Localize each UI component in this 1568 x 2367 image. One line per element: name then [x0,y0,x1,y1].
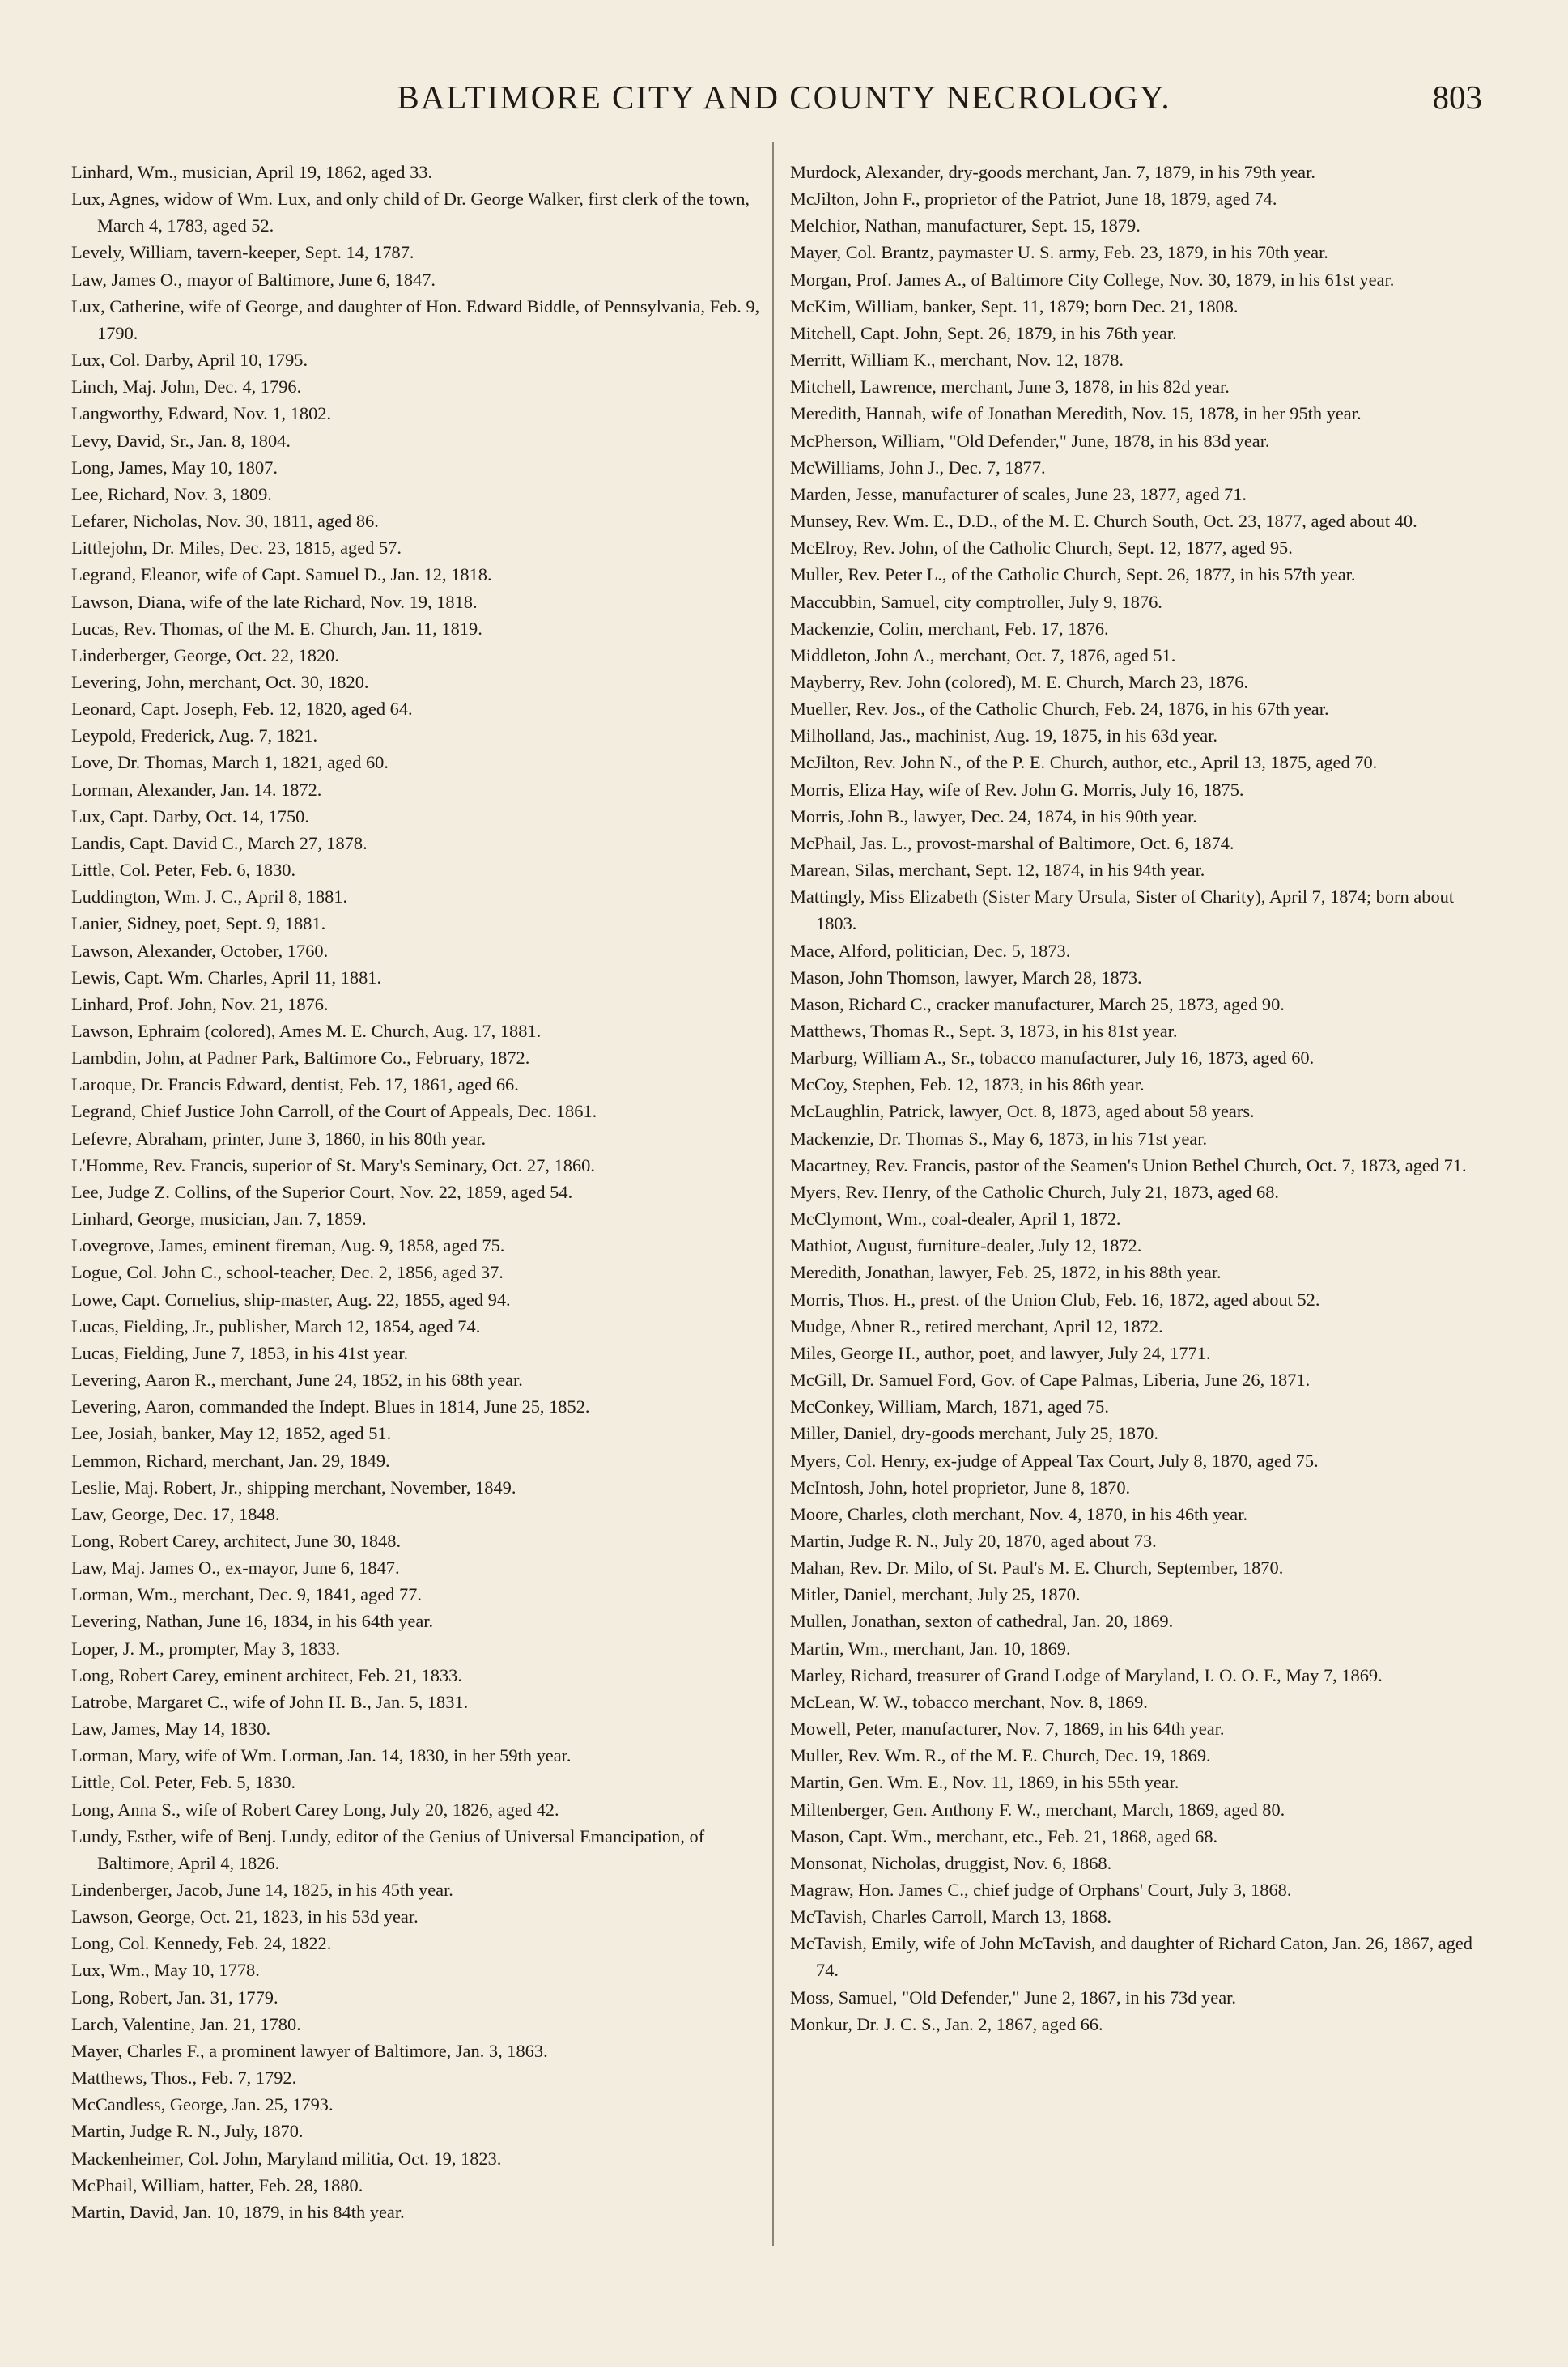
necrology-entry: Mayberry, Rev. John (colored), M. E. Church, March 23, 1876. [790,671,1249,692]
necrology-entry: Long, Robert, Jan. 31, 1779. [71,1987,278,2008]
necrology-entry: Mathiot, August, furniture-dealer, July 12, 1872. [790,1235,1142,1256]
necrology-entry: Leonard, Capt. Joseph, Feb. 12, 1820, aged 64. [71,699,413,720]
necrology-entry: Luddington, Wm. J. C., April 8, 1881. [71,886,348,907]
necrology-entry: Lorman, Wm., merchant, Dec. 9, 1841, aged 77. [71,1584,422,1605]
necrology-entry: Long, Col. Kennedy, Feb. 24, 1822. [71,1933,332,1954]
necrology-entry: Mackenzie, Colin, merchant, Feb. 17, 1876. [790,618,1109,639]
necrology-entry: Lindenberger, Jacob, June 14, 1825, in his 45th year. [71,1880,453,1900]
necrology-entry: Martin, David, Jan. 10, 1879, in his 84th year. [71,2201,405,2222]
necrology-entry: Meredith, Jonathan, lawyer, Feb. 25, 1872, in his 88th year. [790,1262,1222,1283]
necrology-entry: Monsonat, Nicholas, druggist, Nov. 6, 1868. [790,1852,1112,1873]
necrology-entry: Linch, Maj. John, Dec. 4, 1796. [71,376,302,397]
necrology-entry: Lawson, Diana, wife of the late Richard, Nov. 19, 1818. [71,591,478,612]
necrology-entry: Marburg, William A., Sr., tobacco manufacturer, July 16, 1873, aged 60. [790,1048,1315,1069]
necrology-entry: Lucas, Fielding, Jr., publisher, March 12, 1854, aged 74. [71,1315,481,1336]
necrology-entry: McPhail, William, hatter, Feb. 28, 1880. [71,2174,363,2195]
necrology-entry: Matthews, Thos., Feb. 7, 1792. [71,2067,297,2089]
necrology-entry: Morris, Eliza Hay, wife of Rev. John G. Morris, July 16, 1875. [790,779,1244,800]
necrology-entry: McElroy, Rev. John, of the Catholic Church, Sept. 12, 1877, aged 95. [790,538,1293,559]
necrology-entry: Logue, Col. John C., school-teacher, Dec. 2, 1856, aged 37. [71,1262,504,1283]
necrology-entry: McTavish, Charles Carroll, March 13, 1868. [790,1906,1112,1927]
necrology-entry: Melchior, Nathan, manufacturer, Sept. 15, 1879. [790,215,1141,236]
necrology-entry: Lux, Catherine, wife of George, and daughter of Hon. Edward Biddle, of Pennsylvania, Feb. 9, 1790. [71,295,760,343]
necrology-entry: Lee, Judge Z. Collins, of the Superior Court, Nov. 22, 1859, aged 54. [71,1181,573,1202]
necrology-entry: Munsey, Rev. Wm. E., D.D., of the M. E. Church South, Oct. 23, 1877, aged about 40. [790,511,1417,532]
necrology-entry: Littlejohn, Dr. Miles, Dec. 23, 1815, aged 57. [71,538,402,559]
necrology-entry: Mayer, Col. Brantz, paymaster U. S. army, Feb. 23, 1879, in his 70th year. [790,242,1328,263]
necrology-entry: Lorman, Mary, wife of Wm. Lorman, Jan. 14, 1830, in her 59th year. [71,1745,572,1766]
necrology-entry: Miltenberger, Gen. Anthony F. W., merchant, March, 1869, aged 80. [790,1799,1285,1820]
necrology-entry: Miller, Daniel, dry-goods merchant, July 25, 1870. [790,1423,1158,1444]
necrology-entry: Legrand, Eleanor, wife of Capt. Samuel D., Jan. 12, 1818. [71,564,492,585]
necrology-entry: McClymont, Wm., coal-dealer, April 1, 1872. [790,1209,1121,1230]
necrology-entry: Long, Robert Carey, architect, June 30, 1848. [71,1530,402,1551]
necrology-entry: Lucas, Rev. Thomas, of the M. E. Church, Jan. 11, 1819. [71,618,482,639]
right-column [790,159,1485,2038]
necrology-entry: Levering, Aaron R., merchant, June 24, 1852, in his 68th year. [71,1370,523,1391]
necrology-entry: Levely, William, tavern-keeper, Sept. 14, 1787. [71,242,414,263]
necrology-entry: McConkey, William, March, 1871, aged 75. [790,1396,1109,1417]
necrology-entry: Linhard, Wm., musician, April 19, 1862, aged 33. [71,162,433,182]
necrology-entry: Mullen, Jonathan, sexton of cathedral, Jan. 20, 1869. [790,1611,1174,1632]
necrology-entry: Law, James O., mayor of Baltimore, June 6, 1847. [71,269,436,290]
necrology-entry: Long, Anna S., wife of Robert Carey Long, July 20, 1826, aged 42. [71,1799,559,1820]
left-column [71,159,766,2225]
necrology-entry: Meredith, Hannah, wife of Jonathan Meredith, Nov. 15, 1878, in her 95th year. [790,403,1362,424]
necrology-entry: Myers, Col. Henry, ex-judge of Appeal Tax Court, July 8, 1870, aged 75. [790,1450,1319,1471]
necrology-entry: Lawson, Alexander, October, 1760. [71,940,329,961]
necrology-entry: McLaughlin, Patrick, lawyer, Oct. 8, 1873, aged about 58 years. [790,1101,1255,1122]
necrology-entry: Latrobe, Margaret C., wife of John H. B., Jan. 5, 1831. [71,1691,469,1712]
necrology-entry: McPherson, William, "Old Defender," June, 1878, in his 83d year. [790,430,1270,451]
necrology-entry: Mitchell, Lawrence, merchant, June 3, 1878, in his 82d year. [790,376,1230,397]
necrology-entry: Levering, Nathan, June 16, 1834, in his 64th year. [71,1611,434,1632]
necrology-entry: Martin, Gen. Wm. E., Nov. 11, 1869, in his 55th year. [790,1772,1179,1793]
necrology-entry: Levy, David, Sr., Jan. 8, 1804. [71,430,291,451]
necrology-entry: McJilton, John F., proprietor of the Patriot, June 18, 1879, aged 74. [790,189,1277,210]
necrology-entry: Matthews, Thomas R., Sept. 3, 1873, in his 81st year. [790,1021,1178,1041]
necrology-entry: Lux, Agnes, widow of Wm. Lux, and only child of Dr. George Walker, first clerk of the town, March 4, 1783, aged 52. [71,189,750,236]
necrology-entry: Lundy, Esther, wife of Benj. Lundy, editor of the Genius of Universal Emancipation, of Baltimore, April 4, 1826. [71,1825,705,1873]
necrology-entry: Lanier, Sidney, poet, Sept. 9, 1881. [71,913,326,934]
necrology-entry: Lawson, Ephraim (colored), Ames M. E. Church, Aug. 17, 1881. [71,1021,542,1041]
necrology-entry: Morris, Thos. H., prest. of the Union Club, Feb. 16, 1872, aged about 52. [790,1289,1320,1310]
necrology-entry: Laroque, Dr. Francis Edward, dentist, Feb. 17, 1861, aged 66. [71,1074,519,1095]
necrology-entry: Lovegrove, James, eminent fireman, Aug. 9, 1858, aged 75. [71,1235,505,1256]
necrology-entry: Long, Robert Carey, eminent architect, Feb. 21, 1833. [71,1664,462,1685]
necrology-entry: Legrand, Chief Justice John Carroll, of the Court of Appeals, Dec. 1861. [71,1101,597,1122]
necrology-entry: Morgan, Prof. James A., of Baltimore City College, Nov. 30, 1879, in his 61st year. [790,269,1395,290]
necrology-entry: Law, George, Dec. 17, 1848. [71,1503,280,1524]
necrology-entry: McJilton, Rev. John N., of the P. E. Church, author, etc., April 13, 1875, aged 70. [790,752,1378,773]
necrology-entry: McIntosh, John, hotel proprietor, June 8, 1870. [790,1477,1131,1498]
necrology-entry: Law, Maj. James O., ex-mayor, June 6, 1847. [71,1557,400,1579]
necrology-entry: Levering, Aaron, commanded the Indept. Blues in 1814, June 25, 1852. [71,1396,590,1417]
necrology-entry: McCandless, George, Jan. 25, 1793. [71,2094,334,2115]
necrology-entry: Moore, Charles, cloth merchant, Nov. 4, 1870, in his 46th year. [790,1503,1248,1524]
necrology-entry: Leypold, Frederick, Aug. 7, 1821. [71,725,318,746]
necrology-entry: Mahan, Rev. Dr. Milo, of St. Paul's M. E. Church, September, 1870. [790,1557,1284,1579]
necrology-entry: Milholland, Jas., machinist, Aug. 19, 1875, in his 63d year. [790,725,1218,746]
column-divider [772,142,774,2246]
necrology-entry: Lee, Richard, Nov. 3, 1809. [71,483,272,504]
necrology-entry: Mowell, Peter, manufacturer, Nov. 7, 1869, in his 64th year. [790,1719,1225,1740]
necrology-entry: Martin, Judge R. N., July 20, 1870, aged about 73. [790,1530,1157,1551]
necrology-entry: Lawson, George, Oct. 21, 1823, in his 53d year. [71,1906,419,1927]
necrology-entry: Lemmon, Richard, merchant, Jan. 29, 1849. [71,1450,390,1471]
necrology-entry: Mason, Richard C., cracker manufacturer, March 25, 1873, aged 90. [790,993,1285,1014]
necrology-entry: Murdock, Alexander, dry-goods merchant, Jan. 7, 1879, in his 79th year. [790,162,1315,182]
necrology-entry: Lefevre, Abraham, printer, June 3, 1860, in his 80th year. [71,1128,487,1149]
necrology-entry: L'Homme, Rev. Francis, superior of St. Mary's Seminary, Oct. 27, 1860. [71,1154,595,1175]
necrology-entry: Muller, Rev. Wm. R., of the M. E. Church, Dec. 19, 1869. [790,1745,1211,1766]
necrology-entry: Langworthy, Edward, Nov. 1, 1802. [71,403,332,424]
necrology-entry: Mattingly, Miss Elizabeth (Sister Mary Ursula, Sister of Charity), April 7, 1874; born about 1803. [790,886,1455,934]
necrology-entry: Maccubbin, Samuel, city comptroller, July 9, 1876. [790,591,1162,612]
necrology-entry: Lucas, Fielding, June 7, 1853, in his 41st year. [71,1342,409,1363]
necrology-entry: Mitler, Daniel, merchant, July 25, 1870. [790,1584,1081,1605]
necrology-entry: Love, Dr. Thomas, March 1, 1821, aged 60. [71,752,389,773]
necrology-entry: Marley, Richard, treasurer of Grand Lodge of Maryland, I. O. O. F., May 7, 1869. [790,1664,1383,1685]
necrology-entry: Mayer, Charles F., a prominent lawyer of Baltimore, Jan. 3, 1863. [71,2040,548,2061]
necrology-entry: Mackenzie, Dr. Thomas S., May 6, 1873, in his 71st year. [790,1128,1208,1149]
necrology-entry: McGill, Dr. Samuel Ford, Gov. of Cape Palmas, Liberia, June 26, 1871. [790,1370,1311,1391]
necrology-entry: Lux, Capt. Darby, Oct. 14, 1750. [71,805,309,827]
necrology-entry: Mudge, Abner R., retired merchant, April 12, 1872. [790,1315,1163,1336]
necrology-entry: McWilliams, John J., Dec. 7, 1877. [790,457,1046,478]
necrology-entry: McPhail, Jas. L., provost-marshal of Baltimore, Oct. 6, 1874. [790,832,1234,853]
necrology-entry: Middleton, John A., merchant, Oct. 7, 1876, aged 51. [790,644,1176,665]
necrology-entry: Martin, Judge R. N., July, 1870. [71,2121,304,2142]
necrology-entry: Mueller, Rev. Jos., of the Catholic Church, Feb. 24, 1876, in his 67th year. [790,699,1329,720]
necrology-entry: Landis, Capt. David C., March 27, 1878. [71,832,368,853]
necrology-entry: McTavish, Emily, wife of John McTavish, and daughter of Richard Caton, Jan. 26, 1867, aged 74. [790,1933,1472,1981]
necrology-entry: Little, Col. Peter, Feb. 6, 1830. [71,860,296,881]
necrology-entry: Leslie, Maj. Robert, Jr., shipping merchant, November, 1849. [71,1477,516,1498]
necrology-entry: Lee, Josiah, banker, May 12, 1852, aged 51. [71,1423,392,1444]
necrology-entry: Linderberger, George, Oct. 22, 1820. [71,644,339,665]
necrology-entry: Loper, J. M., prompter, May 3, 1833. [71,1638,341,1659]
necrology-entry: McCoy, Stephen, Feb. 12, 1873, in his 86th year. [790,1074,1145,1095]
necrology-entry: Mace, Alford, politician, Dec. 5, 1873. [790,940,1071,961]
necrology-entry: Macartney, Rev. Francis, pastor of the Seamen's Union Bethel Church, Oct. 7, 1873, aged 71. [790,1154,1467,1175]
page-title: BALTIMORE CITY AND COUNTY NECROLOGY. [397,79,1171,116]
necrology-entry: Lorman, Alexander, Jan. 14. 1872. [71,779,322,800]
necrology-entry: McKim, William, banker, Sept. 11, 1879; born Dec. 21, 1808. [790,295,1239,317]
necrology-entry: Moss, Samuel, "Old Defender," June 2, 1867, in his 73d year. [790,1987,1236,2008]
necrology-entry: Linhard, Prof. John, Nov. 21, 1876. [71,993,329,1014]
necrology-entry: Martin, Wm., merchant, Jan. 10, 1869. [790,1638,1071,1659]
necrology-entry: Magraw, Hon. James C., chief judge of Orphans' Court, July 3, 1868. [790,1880,1292,1900]
necrology-entry: McLean, W. W., tobacco merchant, Nov. 8, 1869. [790,1691,1148,1712]
necrology-entry: Law, James, May 14, 1830. [71,1719,271,1740]
necrology-entry: Lux, Col. Darby, April 10, 1795. [71,350,308,371]
page-number: 803 [1432,79,1482,116]
necrology-entry: Mackenheimer, Col. John, Maryland militia, Oct. 19, 1823. [71,2148,502,2169]
necrology-entry: Mitchell, Capt. John, Sept. 26, 1879, in his 76th year. [790,322,1177,343]
necrology-entry: Lux, Wm., May 10, 1778. [71,1960,260,1981]
necrology-entry: Long, James, May 10, 1807. [71,457,278,478]
necrology-entry: Lambdin, John, at Padner Park, Baltimore Co., February, 1872. [71,1048,530,1069]
necrology-entry: Merritt, William K., merchant, Nov. 12, 1878. [790,350,1124,371]
necrology-entry: Little, Col. Peter, Feb. 5, 1830. [71,1772,296,1793]
necrology-entry: Marean, Silas, merchant, Sept. 12, 1874, in his 94th year. [790,860,1205,881]
necrology-entry: Levering, John, merchant, Oct. 30, 1820. [71,671,369,692]
necrology-entry: Lefarer, Nicholas, Nov. 30, 1811, aged 86. [71,511,379,532]
necrology-entry: Miles, George H., author, poet, and lawyer, July 24, 1771. [790,1342,1211,1363]
necrology-entry: Lowe, Capt. Cornelius, ship-master, Aug. 22, 1855, aged 94. [71,1289,511,1310]
necrology-entry: Mason, John Thomson, lawyer, March 28, 1873. [790,967,1142,988]
necrology-entry: Muller, Rev. Peter L., of the Catholic Church, Sept. 26, 1877, in his 57th year. [790,564,1356,585]
necrology-entry: Myers, Rev. Henry, of the Catholic Church, July 21, 1873, aged 68. [790,1181,1280,1202]
necrology-entry: Lewis, Capt. Wm. Charles, April 11, 1881. [71,967,382,988]
necrology-entry: Linhard, George, musician, Jan. 7, 1859. [71,1209,367,1230]
necrology-entry: Larch, Valentine, Jan. 21, 1780. [71,2013,301,2034]
necrology-entry: Monkur, Dr. J. C. S., Jan. 2, 1867, aged 66. [790,2013,1103,2034]
necrology-entry: Morris, John B., lawyer, Dec. 24, 1874, in his 90th year. [790,805,1197,827]
necrology-entry: Mason, Capt. Wm., merchant, etc., Feb. 21, 1868, aged 68. [790,1825,1218,1846]
necrology-entry: Marden, Jesse, manufacturer of scales, June 23, 1877, aged 71. [790,483,1247,504]
